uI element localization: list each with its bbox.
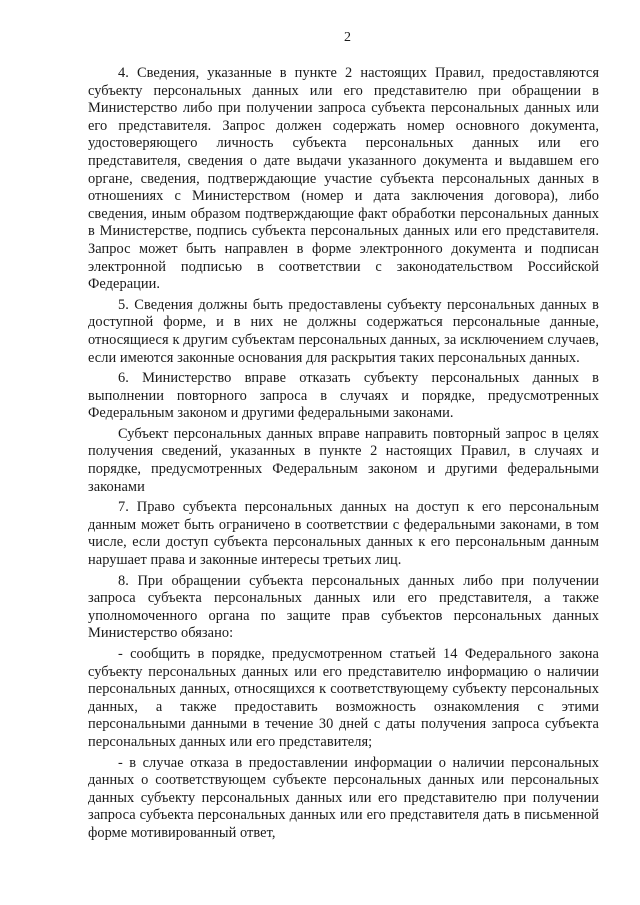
paragraph-6: 6. Министерство вправе отказать субъекту персональных данных в выполнении повторного запроса в случаях и порядке, предусмотренных Федеральным законом и другими федеральными законами. (88, 370, 599, 422)
paragraph-8-item-inform: - сообщить в порядке, предусмотренном статьей 14 Федерального закона субъекту персональных данных или его представителю информацию о наличии персональных данных, относящихся к соответствующему субъекту персональных данных, а также предоставить возможность ознакомления с этими персональными данными в течение 30 дней с даты получения запроса субъекта персональных данных или его представителя; (88, 646, 599, 750)
page-number: 2 (344, 30, 351, 45)
paragraph-4: 4. Сведения, указанные в пункте 2 настоящих Правил, предоставляются субъекту персональных данных или его представителю при обращении в Министерство либо при получении запроса субъекта персональных данных или его представителя. Запрос должен содержать номер основного документа, удостоверяющего личность субъекта персональных данных или его представителя, сведения о дате выдачи указанного документа и выдавшем его органе, сведения, подтверждающие участие субъекта персональных данных в отношениях с Министерством (номер и дата заключения договора), либо сведения, иным образом подтверждающие факт обработки персональных данных в Министерстве, подпись субъекта персональных данных или его представителя. Запрос может быть направлен в форме электронного документа и подписан электронной подписью в соответствии с законодательством Российской Федерации. (88, 65, 599, 293)
paragraph-8-item-refusal: - в случае отказа в предоставлении информации о наличии персональных данных о соответствующем субъекте персональных данных или персональных данных субъекту персональных данных или его представителю при получении запроса субъекта персональных данных или его представителя дать в письменной форме мотивированный ответ, (88, 754, 599, 841)
paragraph-7: 7. Право субъекта персональных данных на доступ к его персональным данным может быть ограничено в соответствии с федеральными законами, в том числе, если доступ субъекта персональных данных к его персональным данным нарушает права и законные интересы третьих лиц. (88, 499, 599, 569)
paragraph-5: 5. Сведения должны быть предоставлены субъекту персональных данных в доступной форме, и в них не должны содержаться персональные данные, относящиеся к другим субъектам персональных данных, за исключением случаев, если имеются законные основания для раскрытия таких персональных данных. (88, 296, 599, 366)
paragraph-6-repeat-request: Субъект персональных данных вправе направить повторный запрос в целях получения сведений, указанных в пункте 2 настоящих Правил, в случаях и порядке, предусмотренных Федеральным законом и другими федеральными законами (88, 425, 599, 495)
paragraph-8: 8. При обращении субъекта персональных данных либо при получении запроса субъекта персональных данных или его представителя, а также уполномоченного органа по защите прав субъектов персональных данных Министерство обязано: (88, 572, 599, 642)
document-page (88, 30, 599, 846)
